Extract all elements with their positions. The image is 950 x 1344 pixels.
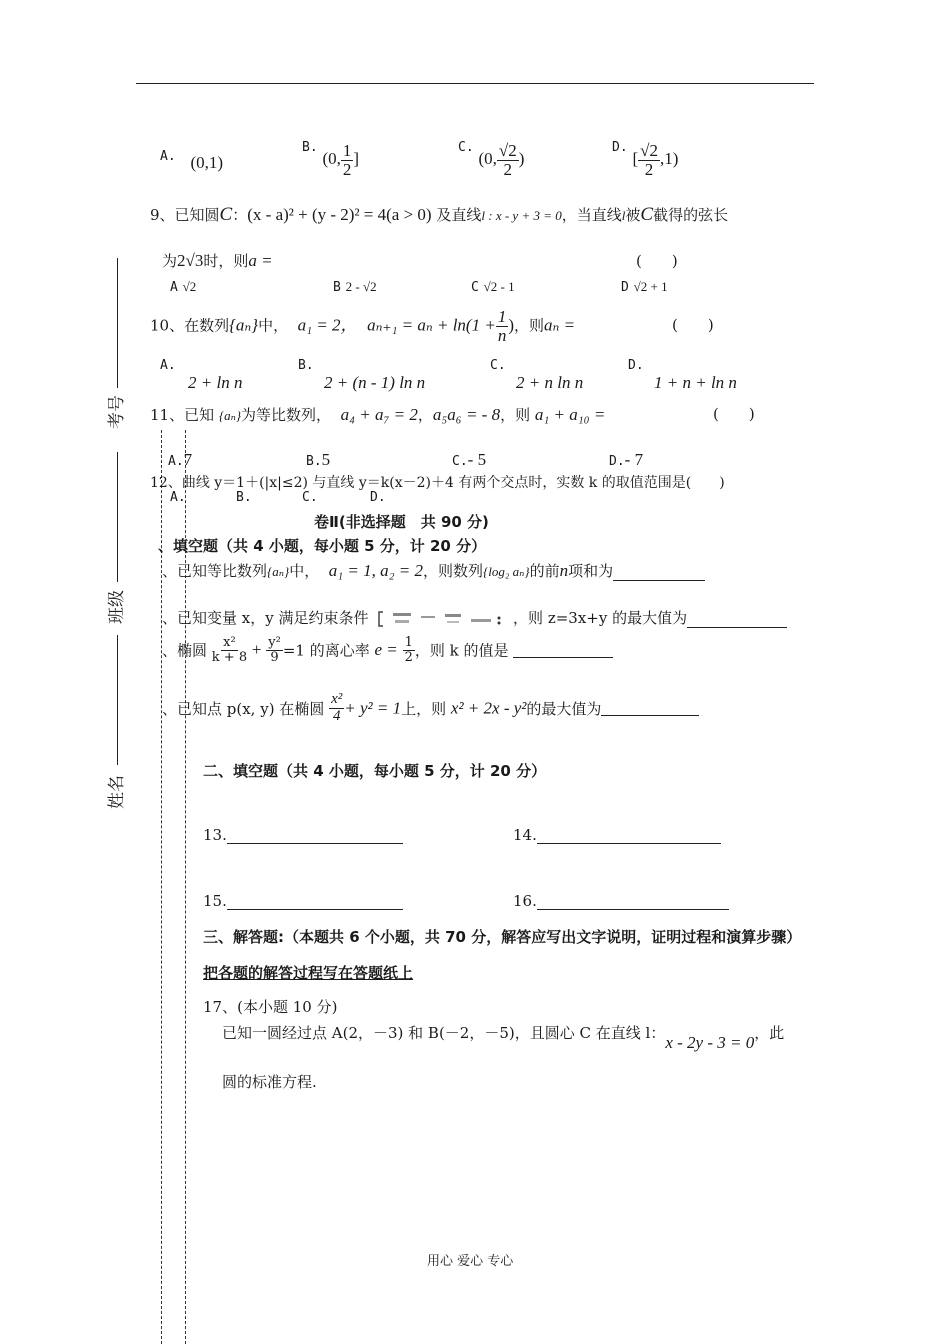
q8-option-a: A. (0,1) xyxy=(160,149,224,172)
solve-heading: 三、解答题:（本题共 6 个小题，共 70 分，解答应写出文字说明，证明过程和演算步骤） xyxy=(203,928,802,946)
q10-stem: 10、在数列{aₙ}中， a₁ = 2， aₙ₊₁ = aₙ + ln(1 + $\frac{1}{n}$ )，则aₙ = xyxy=(150,307,576,345)
q10-option-c: C. 2 + n ln n xyxy=(490,358,584,392)
q12-option-c: C. xyxy=(302,490,318,505)
q9-option-a: A √2 xyxy=(170,279,197,295)
q11-option-c: C.- 5 xyxy=(452,450,487,469)
answer-blank-14[interactable]: 14. xyxy=(513,826,721,844)
fill-in-heading: 、填空题（共 4 小题，每小题 5 分，计 20 分） xyxy=(158,537,487,555)
class-label: 班级 xyxy=(107,590,127,624)
q10-option-d: D. 1 + n + ln n xyxy=(628,358,737,392)
page-footer: 用心 爱心 专心 xyxy=(427,1254,514,1269)
name-label: 姓名 xyxy=(107,775,127,809)
class-line-bottom xyxy=(117,635,118,765)
q9-line-2: 为2√3时，则a = xyxy=(162,251,273,270)
constraint-system-graphic xyxy=(373,612,508,626)
q11-stem: 11、已知 {aₙ}为等比数列， a₄ + a₇ = 2，a₅a₆ = - 8，则 a₁ + a₁₀ = xyxy=(150,405,606,424)
exam-no-line xyxy=(117,258,118,388)
q10-option-b: B. 2 + (n - 1) ln n xyxy=(298,358,426,392)
q12-stem: 12、曲线 y＝1＋(|x|≤2) 与直线 y＝k(x－2)＋4 有两个交点时，实数 k 的取值范围是( ) xyxy=(150,475,725,491)
q12-option-b: B. xyxy=(236,490,252,505)
q8-option-c: C. (0, $\frac{√2}{2}$ ) xyxy=(458,140,525,179)
q11-answer-paren: ( ) xyxy=(713,405,755,423)
q9-option-c: C √2 - 1 xyxy=(471,279,515,295)
q10-answer-paren: ( ) xyxy=(672,316,714,334)
q11-option-a: A.7 xyxy=(168,450,193,469)
solve-note: 把各题的解答过程写在答题纸上 xyxy=(203,964,414,982)
q17-title: 17、(本小题 10 分) xyxy=(203,998,338,1016)
answer-fill-heading: 二、填空题（共 4 小题，每小题 5 分，计 20 分） xyxy=(203,762,547,780)
q14-stem: 、已知变量 x，y 满足约束条件 ，则 z=3x+y 的最大值为 xyxy=(162,607,787,628)
q10-option-a: A. 2 + ln n xyxy=(160,358,243,392)
exam-no-label: 考号 xyxy=(107,395,127,429)
q12-option-a: A. xyxy=(170,490,186,505)
q13-stem: 、已知等比数列{aₙ}中， a₁ = 1, a₂ = 2，则数列{log₂ aₙ}的前n项和为 xyxy=(162,560,705,581)
q16-stem: 、已知点 p(x, y) 在椭圆 $\frac{\text{x²}}{4}$ + y² = 1上，则 x² + 2x - y²的最大值为 xyxy=(162,692,699,725)
q17-line-2: 圆的标准方程. xyxy=(222,1073,317,1091)
q8-option-d: D. [ $\frac{√2}{2}$ ,1) xyxy=(612,140,679,179)
q9-answer-paren: ( ) xyxy=(636,252,678,270)
q11-option-b: B.5 xyxy=(306,450,331,469)
answer-blank-15[interactable]: 15. xyxy=(203,892,403,910)
answer-blank-16[interactable]: 16. xyxy=(513,892,729,910)
header-rule xyxy=(136,83,814,84)
class-line-top xyxy=(117,452,118,582)
q17-line-1: 已知一圆经过点 A(2，－3) 和 B(－2，－5)，且圆心 C 在直线 l：x - 2y - 3 = 0，此 xyxy=(222,1024,785,1052)
q9-line-1: 9、已知圆C：(x - a)² + (y - 2)² = 4(a > 0) 及直线l : x - y + 3 = 0，当直线l被C截得的弦长 xyxy=(150,204,729,225)
q12-option-d: D. xyxy=(370,490,386,505)
q9-option-b: B 2 - √2 xyxy=(333,279,377,295)
answer-blank-13[interactable]: 13. xyxy=(203,826,403,844)
q15-stem: 、椭圆 $\frac{\text{x²}}{k + 8}$ + $\frac{\text{y²}}{9}$ =1 的离心率 e = $\frac{1}{2}$ ，则 k 的值是 xyxy=(162,636,613,664)
q9-option-d: D √2 + 1 xyxy=(621,279,668,295)
q11-option-d: D.- 7 xyxy=(609,450,644,469)
part2-title: 卷Ⅱ(非选择题 共 90 分) xyxy=(314,513,489,531)
q8-option-b: B. (0, $\frac{1}{2}$ ] xyxy=(302,140,360,179)
